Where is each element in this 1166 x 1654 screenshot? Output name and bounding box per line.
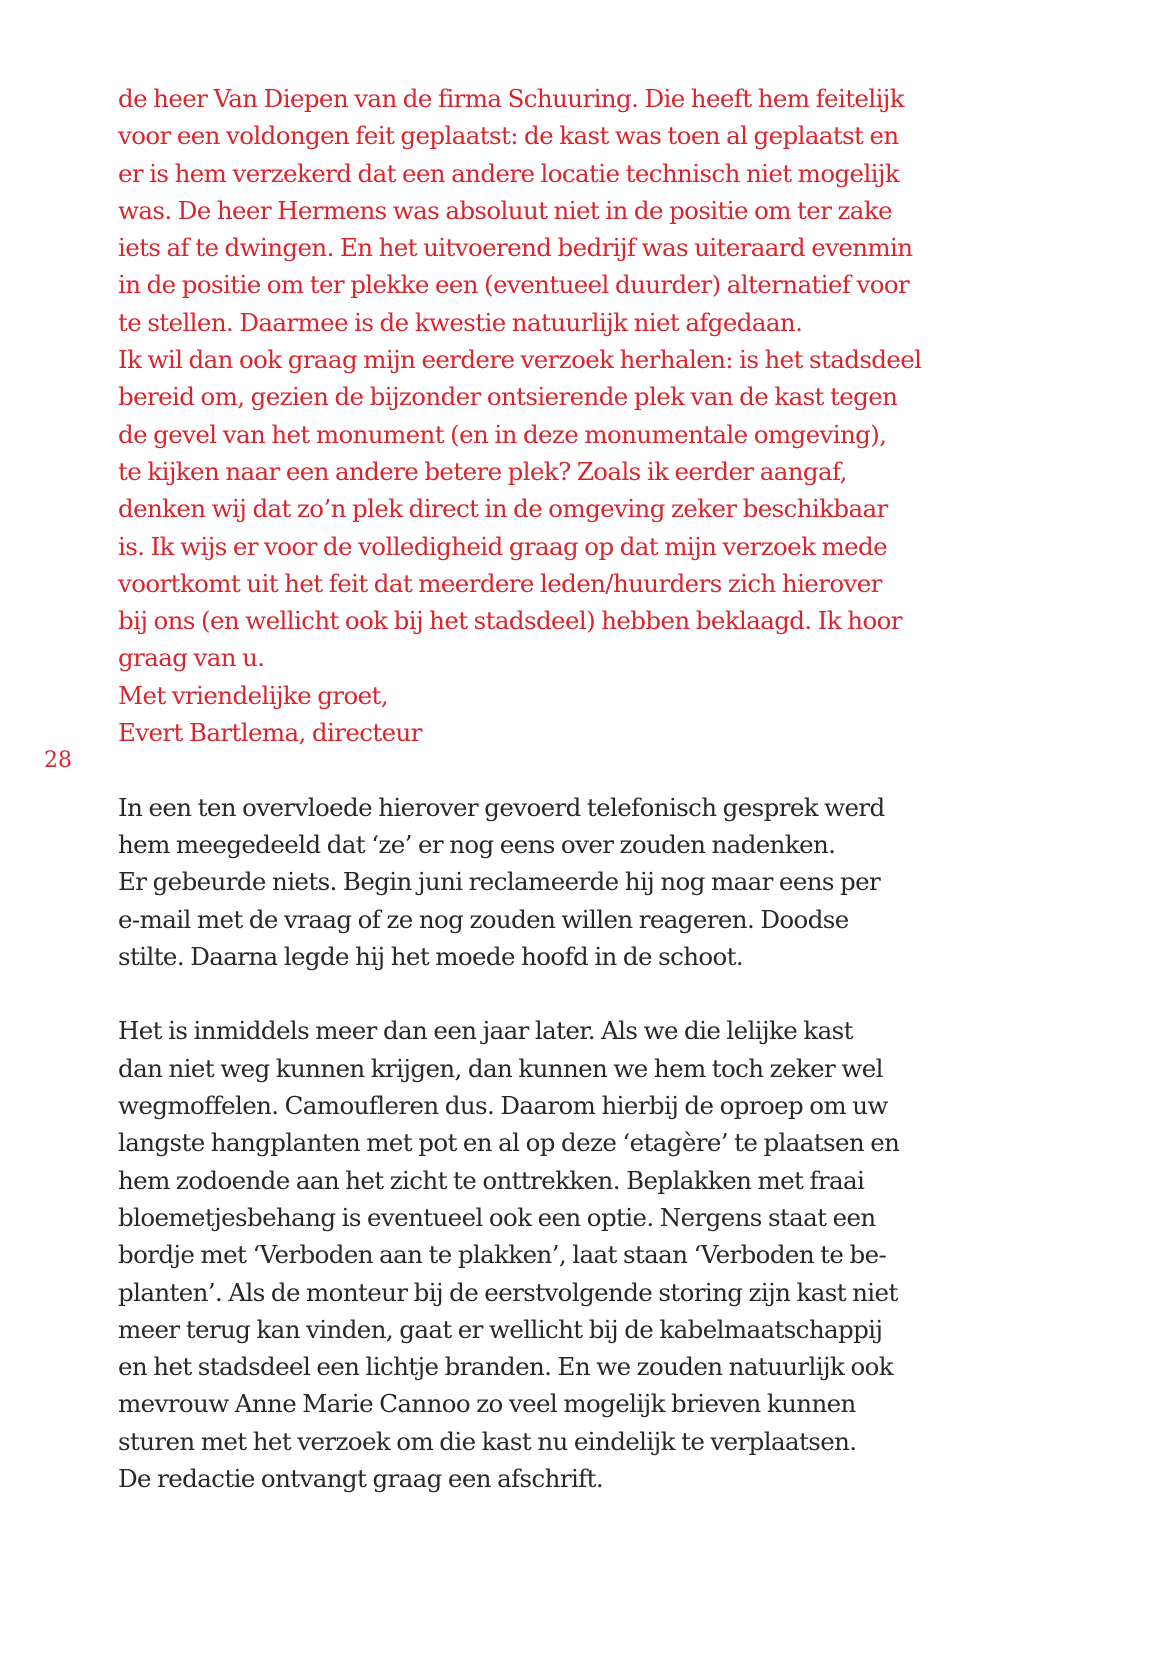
text-column	[118, 80, 978, 1497]
body-line: bordje met ‘Verboden aan te plakken’, laat staan ‘Verboden te be-	[118, 1240, 887, 1270]
body-paragraph-1	[118, 789, 978, 975]
letter-signature: Evert Bartlema, directeur	[118, 718, 422, 748]
quote-line: denken wij dat zo’n plek direct in de omgeving zeker beschikbaar	[118, 494, 888, 524]
letter-closing: Met vriendelijke groet,	[118, 680, 388, 710]
quote-line: is. Ik wijs er voor de volledigheid graag op dat mijn verzoek mede	[118, 531, 888, 561]
quote-line: te kijken naar een andere betere plek? Zoals ik eerder aangaf,	[118, 456, 847, 486]
body-line: Er gebeurde niets. Begin juni reclameerde hij nog maar eens per	[118, 867, 881, 897]
quote-line: er is hem verzekerd dat een andere locatie technisch niet mogelijk	[118, 158, 900, 188]
quote-line: was. De heer Hermens was absoluut niet in de positie om ter zake	[118, 195, 892, 225]
body-line: hem zodoende aan het zicht te onttrekken. Beplakken met fraai	[118, 1165, 865, 1195]
body-line: De redactie ontvangt graag een afschrift.	[118, 1463, 604, 1493]
quote-line: bij ons (en wellicht ook bij het stadsdeel) hebben beklaagd. Ik hoor	[118, 606, 902, 636]
body-line: stilte. Daarna legde hij het moede hoofd in de schoot.	[118, 941, 744, 971]
body-line: meer terug kan vinden, gaat er wellicht bij de kabelmaatschappij	[118, 1314, 883, 1344]
body-line: In een ten overvloede hierover gevoerd telefonisch gesprek werd	[118, 792, 885, 822]
quote-line: graag van u.	[118, 643, 265, 673]
quote-line: de gevel van het monument (en in deze monumentale omgeving),	[118, 419, 887, 449]
body-line: Het is inmiddels meer dan een jaar later. Als we die lelijke kast	[118, 1016, 853, 1046]
letter-quote	[118, 80, 978, 751]
paragraph-spacer	[118, 751, 978, 788]
quote-line: Ik wil dan ook graag mijn eerdere verzoek herhalen: is het stadsdeel	[118, 345, 922, 375]
body-line: dan niet weg kunnen krijgen, dan kunnen we hem toch zeker wel	[118, 1053, 883, 1083]
quote-line: voor een voldongen feit geplaatst: de kast was toen al geplaatst en	[118, 121, 899, 151]
body-line: langste hangplanten met pot en al op deze ‘etagère’ te plaatsen en	[118, 1128, 900, 1158]
body-line: en het stadsdeel een lichtje branden. En we zouden natuurlijk ook	[118, 1352, 893, 1382]
page-number: 28	[44, 748, 72, 773]
body-line: mevrouw Anne Marie Cannoo zo veel mogelijk brieven kunnen	[118, 1389, 856, 1419]
body-paragraph-2	[118, 1012, 978, 1497]
paragraph-spacer	[118, 975, 978, 1012]
quote-line: te stellen. Daarmee is de kwestie natuurlijk niet afgedaan.	[118, 307, 803, 337]
quote-line: de heer Van Diepen van de firma Schuuring. Die heeft hem feitelijk	[118, 84, 905, 113]
quote-line: voortkomt uit het feit dat meerdere leden/huurders zich hierover	[118, 568, 882, 598]
body-line: sturen met het verzoek om die kast nu eindelijk te verplaatsen.	[118, 1426, 857, 1456]
body-line: hem meegedeeld dat ‘ze’ er nog eens over zouden nadenken.	[118, 829, 836, 859]
quote-line: in de positie om ter plekke een (eventueel duurder) alternatief voor	[118, 270, 910, 300]
quote-line: bereid om, gezien de bijzonder ontsierende plek van de kast tegen	[118, 382, 898, 412]
body-line: wegmoffelen. Camoufleren dus. Daarom hierbij de oproep om uw	[118, 1091, 888, 1121]
body-line: e-mail met de vraag of ze nog zouden willen reageren. Doodse	[118, 904, 849, 934]
quote-line: iets af te dwingen. En het uitvoerend bedrijf was uiteraard evenmin	[118, 233, 913, 263]
body-line: bloemetjesbehang is eventueel ook een optie. Nergens staat een	[118, 1202, 876, 1232]
body-line: planten’. Als de monteur bij de eerstvolgende storing zijn kast niet	[118, 1277, 898, 1307]
